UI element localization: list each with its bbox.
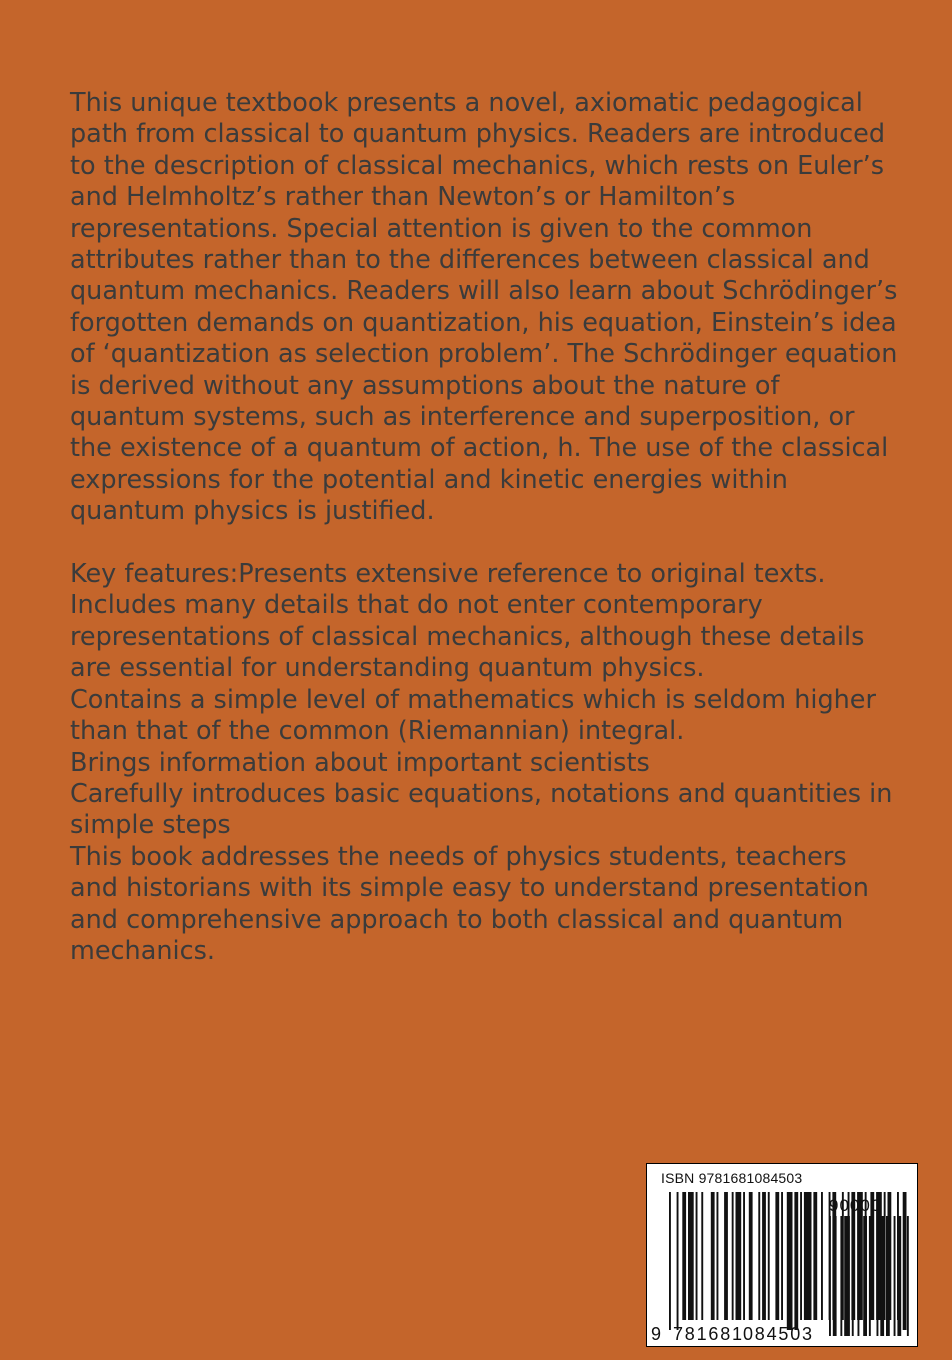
barcode-bar — [688, 1192, 694, 1320]
feature-line: Brings information about important scientists — [70, 747, 650, 778]
barcode-bar — [758, 1192, 760, 1320]
isbn-barcode — [646, 1163, 918, 1347]
barcode-bars — [647, 1164, 917, 1346]
price-code: 90000 — [829, 1196, 882, 1215]
feature-line: Includes many details that do not enter contemporary representations of classical mechanics, although these details are essential for understanding quantum physics. — [70, 590, 865, 684]
barcode-bar — [852, 1216, 854, 1336]
barcode-bar — [794, 1192, 798, 1330]
barcode-bar — [894, 1216, 896, 1336]
cover-blurb — [70, 88, 900, 967]
barcode-bar — [833, 1216, 837, 1336]
barcode-bar — [813, 1192, 817, 1320]
barcode-bar — [749, 1192, 753, 1320]
barcode-bar — [787, 1192, 793, 1330]
barcode-bar — [768, 1192, 770, 1320]
barcode-bar — [682, 1192, 686, 1320]
barcode-bar — [880, 1216, 884, 1336]
barcode-bar — [732, 1192, 734, 1320]
barcode-digits-left: 781681 — [673, 1324, 744, 1344]
barcode-bar — [696, 1192, 698, 1320]
barcode-bar — [840, 1216, 842, 1336]
barcode-bar — [669, 1192, 671, 1330]
barcode-bar — [903, 1192, 907, 1330]
barcode-bar — [886, 1216, 890, 1336]
barcode-bar — [804, 1192, 812, 1320]
barcode-bar — [736, 1192, 742, 1320]
barcode-bar — [897, 1216, 901, 1336]
barcode-bar — [781, 1192, 783, 1320]
closing-line: This book addresses the needs of physics students, teachers and historians with its simple easy to understand presentation and comprehensive approach to both classical and quantum mechanics. — [70, 841, 869, 966]
barcode-bar — [858, 1216, 860, 1336]
barcode-bar — [711, 1192, 715, 1320]
barcode-bar — [869, 1216, 871, 1336]
barcode-bar — [717, 1192, 719, 1320]
barcode-bar — [762, 1192, 766, 1320]
barcode-bar — [724, 1192, 728, 1320]
barcode-bar — [775, 1192, 779, 1320]
barcode-digits-right: 084503 — [743, 1324, 814, 1344]
barcode-bar — [701, 1192, 703, 1320]
barcode-bar — [907, 1216, 909, 1336]
barcode-bar — [743, 1192, 745, 1320]
barcode-bar — [829, 1216, 831, 1336]
barcode-bar — [877, 1216, 879, 1336]
feature-line: Carefully introduces basic equations, notations and quantities in simple steps — [70, 778, 893, 841]
barcode-digit-lead: 9 — [651, 1324, 663, 1344]
barcode-bar — [863, 1216, 867, 1336]
isbn-label: ISBN 9781681084503 — [661, 1170, 803, 1186]
barcode-bar — [821, 1192, 823, 1320]
blurb-paragraph: This unique textbook presents a novel, axiomatic pedagogical path from classical to quantum physics. Readers are introduced to the description of classical mechanics, which rests on Euler’s and Helmholtz’s rather than Newton’s or Hamilton’s representations. Special attention is given to the common attributes rather than to the differences between classical and quantum mechanics. Readers will also learn about Schrödinger’s forgotten demands on quantization, his equation, Einstein’s idea of ‘quantization as selection problem’. The Schrödinger equation is derived without any assumptions about the nature of quantum systems, such as interference and superposition, or the existence of a quantum of action, h. The use of the classical expressions for the potential and kinetic energies within quantum physics is justified. — [70, 88, 898, 527]
barcode-bar — [844, 1216, 850, 1336]
paragraph-spacer — [70, 528, 900, 559]
feature-line: Contains a simple level of mathematics which is seldom higher than that of the common (Riemannian) integral. — [70, 684, 876, 747]
barcode-bar — [677, 1192, 679, 1330]
barcode-bar — [800, 1192, 802, 1320]
feature-line: Key features:Presents extensive reference to original texts. — [70, 559, 826, 590]
